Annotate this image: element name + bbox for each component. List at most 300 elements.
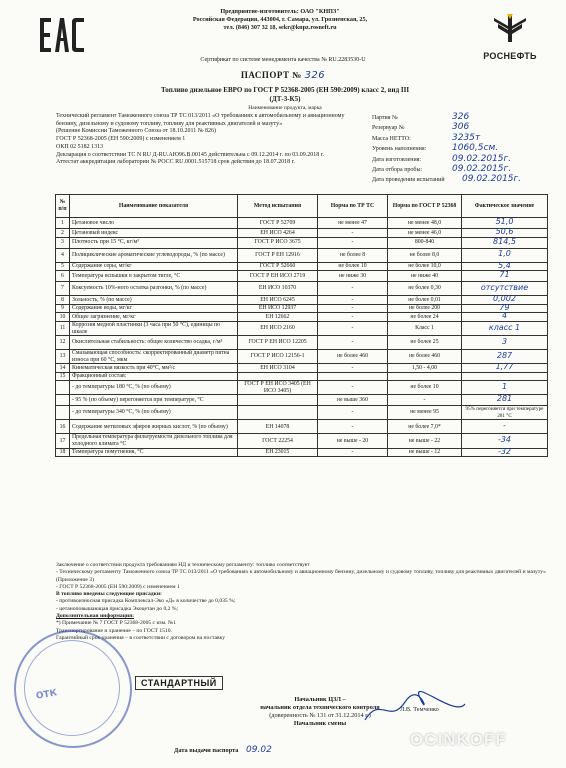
row-method <box>238 218 318 229</box>
row-parameter-text: - до температуры 180 °С, % (по объему) <box>72 384 171 391</box>
row-parameter <box>70 395 238 406</box>
row-gost-norm <box>388 380 462 394</box>
row-method <box>238 350 318 364</box>
row-trts-norm-text: не выше 360 <box>337 396 368 403</box>
row-trts-norm-text: - <box>351 285 354 292</box>
row-actual-value <box>462 271 548 282</box>
row-actual-value-text: отсутствие <box>480 282 529 292</box>
row-trts-norm <box>318 406 388 420</box>
row-trts-norm <box>318 229 388 238</box>
row-trts-norm-text: - <box>351 339 354 346</box>
table-row <box>56 448 548 457</box>
row-gost-norm <box>388 434 462 448</box>
conclusion: Заключение о соответствии продукта требованиям НД и техническому регламенту: топливо соответствует <box>56 562 310 568</box>
row-trts-norm-text: не более 10 <box>338 263 367 270</box>
table-row <box>56 218 548 229</box>
row-gost-norm-text: не менее 48,0 <box>407 219 442 226</box>
batch-field: Уровень наполнения: 1060,5см. <box>372 143 499 154</box>
row-trts-norm <box>318 262 388 271</box>
row-parameter <box>70 406 238 420</box>
row-actual-value-text: 4 <box>501 311 508 321</box>
row-number-text: 18 <box>59 449 66 455</box>
row-trts-norm <box>318 372 388 380</box>
otk-stamp-inner <box>24 640 120 736</box>
sign-line: начальник отдела технического контроля <box>260 704 380 711</box>
sign-line: (доверенность № 131 от 31.12.2014 г.) <box>269 712 371 719</box>
row-trts-norm <box>318 380 388 394</box>
eac-mark-icon <box>40 16 84 56</box>
row-gost-norm <box>388 248 462 262</box>
row-method <box>238 248 318 262</box>
row-number-text: 11 <box>59 325 66 332</box>
row-parameter-text: Коксуемость 10%-ного остатка разгонки, % (по массе) <box>72 285 207 292</box>
row-trts-norm-text: - <box>351 313 354 320</box>
row-actual-value-text: 3 <box>501 336 508 346</box>
row-actual-value <box>462 395 548 406</box>
row-parameter-text: Цетановый индекс <box>72 229 119 236</box>
row-parameter <box>70 237 238 248</box>
row-trts-norm <box>318 395 388 406</box>
row-actual-value-text: 281 <box>496 394 513 404</box>
row-parameter-text: Зольность, % (по массе) <box>72 296 132 303</box>
row-parameter <box>70 364 238 373</box>
row-parameter-text: Содержание воды, мг/кг <box>72 305 132 312</box>
table-row <box>56 380 548 394</box>
col-header: Норма по ТР ТС <box>318 195 388 218</box>
row-method <box>238 380 318 394</box>
row-parameter-text: Содержание серы, мг/кг <box>72 263 132 270</box>
rosneft-logo-text: РОСНЕФТЬ <box>483 51 537 61</box>
row-gost-norm <box>388 304 462 313</box>
table-row <box>56 271 548 282</box>
row-trts-norm <box>318 304 388 313</box>
row-method <box>238 237 318 248</box>
row-gost-norm-text: 1,50 - 4,00 <box>411 364 438 371</box>
row-actual-value-text: - <box>503 421 506 431</box>
row-actual-value <box>462 380 548 394</box>
row-method-text: ЕН ИСО 4264 <box>260 229 295 236</box>
additive-item: - противоизносная присадка Комплексал-Эко «Д» в количестве до 0,035 %; <box>56 598 236 605</box>
table-row <box>56 336 548 350</box>
issue-date-value: 09.02 <box>246 745 272 755</box>
row-method <box>238 282 318 296</box>
row-number <box>56 229 70 238</box>
rosneft-logo-icon <box>490 14 530 44</box>
row-trts-norm-text: - <box>351 305 354 312</box>
row-method <box>238 321 318 335</box>
row-parameter <box>70 296 238 305</box>
row-parameter-text: Коррозия медной пластинки (3 часа при 50 °С), единицы по шкале <box>72 321 221 335</box>
row-actual-value <box>462 229 548 238</box>
info-line: Декларация о соответствии ТС N RU Д-RU.АЮ96.В.00145 действительна с 09.12.2014 г. по 03.09.2018 г. <box>56 151 324 158</box>
row-gost-norm-text: не более 10,0 <box>408 263 441 270</box>
row-actual-value <box>462 364 548 373</box>
row-gost-norm-text: не более 8,0 <box>409 251 440 258</box>
row-number <box>56 237 70 248</box>
conclusion-item: - Техническому регламенту Таможенного союза ТР ТС 013/2011 «О требованиях к автомобильному и авиационному бензину, дизельному и судовому топливу, топливу для реактивных двигателей и мазуту» (Приложение 3) <box>56 569 546 583</box>
table-row <box>56 434 548 448</box>
row-trts-norm <box>318 313 388 322</box>
row-parameter <box>70 271 238 282</box>
row-number-text: 6 <box>61 272 64 279</box>
row-trts-norm-text: - <box>351 229 354 236</box>
row-method-text: ГОСТ Р ЕН ИСО 12205 <box>248 339 307 346</box>
row-number-text: 14 <box>59 364 66 371</box>
row-method <box>238 406 318 420</box>
table-row <box>56 262 548 271</box>
row-gost-norm-text: не более 10 <box>410 384 439 391</box>
info-line: Аттестат аккредитации лаборатории № РОСС RU.0001.515718 срок действия до 18.07.2018 г. <box>56 159 295 166</box>
batch-field: Масса НЕТТО: 3235т <box>372 132 481 143</box>
quality-certificate: Сертификат по системе менеджмента качества № RU.2283530-U <box>200 57 366 63</box>
table-row <box>56 321 548 335</box>
info-line: ГОСТ Р 52368-2005 (ЕН 590:2009) с изменением 1 <box>56 136 186 143</box>
table-row <box>56 237 548 248</box>
extra-item: *) Примечание № 7 ГОСТ Р 52368-2005 с изм. №1 <box>56 620 177 627</box>
info-line: (Решение Комиссии Таможенного Союза от 18.10.2011 № 826) <box>56 128 216 135</box>
row-gost-norm <box>388 271 462 282</box>
row-parameter <box>70 321 238 335</box>
col-header: Метод испытания <box>238 195 318 218</box>
row-gost-norm <box>388 372 462 380</box>
row-actual-value-text: 1,77 <box>495 362 514 372</box>
row-number <box>56 321 70 335</box>
regulatory-info <box>56 113 346 167</box>
sign-line: Начальник ЦЗЛ – <box>294 696 346 703</box>
watermark: OCINKOFF <box>410 730 507 749</box>
row-parameter-text: - 95 % (по объему) перегоняется при температуре, °С <box>72 396 204 403</box>
row-parameter-text: Содержание метиловых эфиров жирных кислот, % (по объему) <box>72 423 228 430</box>
row-parameter-text: Окислительная стабильность: общее количество осадка, г/м³ <box>72 339 223 346</box>
row-parameter-text: Плотность при 15 °С, кг/м³ <box>72 239 139 246</box>
row-number <box>56 296 70 305</box>
sign-line: Начальник смены <box>293 720 347 727</box>
row-trts-norm <box>318 420 388 434</box>
row-method-text: ЕН ИСО 2160 <box>260 325 295 332</box>
row-actual-value <box>462 262 548 271</box>
row-method <box>238 448 318 457</box>
row-actual-value <box>462 321 548 335</box>
row-number-text: 10 <box>59 313 66 320</box>
row-parameter <box>70 304 238 313</box>
row-trts-norm-text: - <box>351 423 354 430</box>
row-actual-value <box>462 448 548 457</box>
batch-field: Дата проведения испытаний 09.02.2015г. <box>372 174 522 185</box>
row-number-text: 7 <box>61 285 64 292</box>
additive-item: - цетаноповышающая присадка Экоцетан до 0,2 %; <box>56 605 179 612</box>
row-gost-norm-text: не более 25 <box>410 339 439 346</box>
row-number-text: 17 <box>59 437 66 444</box>
row-number <box>56 262 70 271</box>
table-row <box>56 282 548 296</box>
row-gost-norm <box>388 237 462 248</box>
row-method-text: ЕН ИСО 6245 <box>260 296 295 303</box>
row-trts-norm <box>318 248 388 262</box>
row-gost-norm-text: не менее 46,0 <box>407 229 442 236</box>
row-gost-norm <box>388 406 462 420</box>
row-number <box>56 364 70 373</box>
row-number <box>56 313 70 322</box>
row-parameter <box>70 372 238 380</box>
product-title <box>110 86 460 113</box>
row-number-text: 5 <box>61 263 64 270</box>
row-gost-norm <box>388 313 462 322</box>
row-trts-norm <box>318 282 388 296</box>
table-row <box>56 304 548 313</box>
test-results-table <box>55 194 548 457</box>
row-number <box>56 448 70 457</box>
row-parameter-text: - до температуры 340 °С, % (по объему) <box>72 409 171 416</box>
row-trts-norm <box>318 364 388 373</box>
issue-date <box>174 745 272 755</box>
row-actual-value-text: 1,0 <box>498 249 511 259</box>
batch-field: Дата изготовления: 09.02.2015г. <box>372 153 512 164</box>
row-trts-norm-text: не более 460 <box>336 353 369 360</box>
row-method <box>238 434 318 448</box>
standard-box: СТАНДАРТНЫЙ <box>135 676 223 690</box>
signature-icon <box>360 690 470 730</box>
row-parameter <box>70 434 238 448</box>
row-number-text: 2 <box>61 229 64 236</box>
row-method <box>238 296 318 305</box>
passport-heading <box>0 70 566 81</box>
row-method <box>238 229 318 238</box>
table-header-row <box>56 195 548 218</box>
row-actual-value-text: 1 <box>501 381 508 391</box>
table-row <box>56 406 548 420</box>
row-parameter-text: Общее загрязнение, мг/кг <box>72 313 136 320</box>
row-parameter-text: Предельная температура фильтруемости дизельного топлива для холодного климата °С <box>72 434 233 447</box>
table-row <box>56 313 548 322</box>
row-parameter <box>70 380 238 394</box>
row-gost-norm-text: не более 0,30 <box>408 285 441 292</box>
row-parameter <box>70 313 238 322</box>
row-method-text: ГОСТ Р 52709 <box>259 219 296 226</box>
row-parameter-text: Кинематическая вязкость при 40°С, мм²/с <box>72 364 176 371</box>
row-trts-norm-text: - <box>351 449 354 455</box>
passport-label: ПАСПОРТ № <box>240 70 302 80</box>
col-header: № п/п <box>56 195 70 218</box>
row-parameter <box>70 218 238 229</box>
table-row <box>56 395 548 406</box>
row-trts-norm <box>318 350 388 364</box>
product-code: (ДТ-3-К5) <box>269 95 301 103</box>
row-gost-norm <box>388 350 462 364</box>
row-gost-norm-text: не выше - 22 <box>408 437 441 444</box>
row-parameter <box>70 420 238 434</box>
row-gost-norm-text: не ниже 40 <box>410 272 439 279</box>
row-actual-value <box>462 336 548 350</box>
row-method-text: ГОСТ Р ЕН 12916 <box>255 251 300 258</box>
row-trts-norm-text: не менее 47 <box>338 219 367 226</box>
row-gost-norm <box>388 420 462 434</box>
row-method <box>238 271 318 282</box>
row-actual-value <box>462 313 548 322</box>
row-number <box>56 380 70 394</box>
row-number <box>56 372 70 380</box>
row-gost-norm <box>388 296 462 305</box>
manufacturer-contacts: тел. (846) 307 32 18, sekr@knpz.rosneft.ru <box>223 24 337 31</box>
row-method-text: ГОСТ Р 52660 <box>259 263 296 270</box>
table-row <box>56 372 548 380</box>
row-gost-norm-text: не более 24 <box>410 313 439 320</box>
row-parameter <box>70 229 238 238</box>
row-method-text: ЕН 23015 <box>265 449 290 455</box>
row-actual-value-text: 5,4 <box>498 260 511 270</box>
row-number-text: 4 <box>61 251 64 258</box>
row-method <box>238 395 318 406</box>
col-header: Норма по ГОСТ Р 52368 <box>388 195 462 218</box>
info-line: ОКП 02 5182 1313 <box>56 143 104 150</box>
row-gost-norm-text: не более 7,0* <box>408 423 441 430</box>
row-trts-norm-text: не выше - 20 <box>336 437 369 444</box>
row-parameter <box>70 336 238 350</box>
row-gost-norm <box>388 448 462 457</box>
row-trts-norm <box>318 336 388 350</box>
row-number-text: 13 <box>59 353 66 360</box>
notes-section <box>56 562 551 642</box>
row-gost-norm-text: не более 460 <box>408 353 441 360</box>
row-number-text: 16 <box>59 423 66 430</box>
batch-field: Дата отбора пробы: 09.02.2015г. <box>372 163 512 174</box>
table-row <box>56 350 548 364</box>
signer-name: Л.В. Темченко <box>400 706 439 713</box>
row-actual-value <box>462 237 548 248</box>
row-gost-norm-text: 800-840 <box>414 239 435 246</box>
row-trts-norm-text: - <box>351 239 354 246</box>
row-method-text: ГОСТ Р ЕН ИСО 2719 <box>249 272 306 279</box>
row-number-text: 1 <box>61 219 64 226</box>
row-number <box>56 282 70 296</box>
row-number-text: 12 <box>59 339 66 346</box>
row-trts-norm-text: не ниже 30 <box>338 272 367 279</box>
row-method-text: ГОСТ 22254 <box>262 437 293 444</box>
row-number <box>56 218 70 229</box>
row-gost-norm <box>388 282 462 296</box>
row-method-text: ЕН ИСО 12937 <box>258 305 297 312</box>
row-trts-norm-text: не более 8 <box>339 251 366 258</box>
extra-item: Транспортирование и хранение – по ГОСТ 1510. <box>56 627 172 634</box>
signature-block <box>170 696 470 728</box>
row-actual-value-text: 79 <box>499 302 510 312</box>
row-trts-norm <box>318 434 388 448</box>
row-trts-norm <box>318 296 388 305</box>
row-trts-norm-text: - <box>351 364 354 371</box>
row-method-text: ЕН 14078 <box>265 423 290 430</box>
row-number-text: 15 <box>59 373 66 380</box>
row-number-text: 3 <box>61 239 64 246</box>
row-actual-value <box>462 406 548 420</box>
row-trts-norm <box>318 237 388 248</box>
product-caption: Наименование продукта, марка <box>248 105 322 111</box>
row-actual-value-text: 0,002 <box>493 294 516 304</box>
table-row <box>56 248 548 262</box>
row-gost-norm-text: - <box>423 396 426 403</box>
passport-number: 326 <box>304 70 326 81</box>
row-method-text: ГОСТ Р ИСО 3675 <box>254 239 301 246</box>
row-trts-norm <box>318 448 388 457</box>
row-gost-norm <box>388 229 462 238</box>
row-method <box>238 372 318 380</box>
row-actual-value-text: 287 <box>496 350 513 360</box>
row-actual-value-text: -32 <box>497 446 512 456</box>
manufacturer-header <box>130 8 430 32</box>
row-parameter <box>70 262 238 271</box>
row-gost-norm-text: не менее 95 <box>410 409 439 416</box>
row-parameter-text: Температура вспышки в закрытом тигле, °С <box>72 272 181 279</box>
row-actual-value <box>462 372 548 380</box>
row-number <box>56 304 70 313</box>
row-gost-norm <box>388 218 462 229</box>
row-parameter-text: Полициклические ароматические углеводороды, % (по массе) <box>72 251 225 258</box>
row-actual-value-text: 71 <box>499 270 510 280</box>
additives-title: В топливо введены следующие присадки: <box>56 591 162 598</box>
table-row <box>56 296 548 305</box>
otk-stamp-text: ОТК <box>35 688 58 702</box>
row-trts-norm <box>318 218 388 229</box>
row-method-text: ЕН ИСО 10370 <box>258 285 297 292</box>
batch-field: Резервуар № 306 <box>372 122 470 133</box>
row-gost-norm-text: не выше - 12 <box>408 449 441 455</box>
row-gost-norm <box>388 262 462 271</box>
row-number <box>56 336 70 350</box>
batch-fields <box>372 113 552 186</box>
row-trts-norm-text: - <box>351 325 354 332</box>
row-method <box>238 420 318 434</box>
row-method-text: ЕН ИСО 3104 <box>260 364 295 371</box>
issue-date-label: Дата выдачи паспорта <box>174 747 239 754</box>
row-number-text: 9 <box>61 305 64 312</box>
row-gost-norm-text: не более 200 <box>408 305 441 312</box>
row-number <box>56 420 70 434</box>
row-actual-value-text: 814,5 <box>493 236 516 246</box>
row-gost-norm <box>388 364 462 373</box>
row-parameter <box>70 248 238 262</box>
row-actual-value-text: класс 1 <box>488 322 521 332</box>
table-row <box>56 364 548 373</box>
row-number-text: 8 <box>61 296 64 303</box>
manufacturer-address: Российская Федерация, 443004, г. Самара, ул. Грозненская, 25, <box>192 16 368 23</box>
table-row <box>56 420 548 434</box>
row-trts-norm-text: - <box>351 296 354 303</box>
manufacturer-name: Предприятие-изготовитель: ОАО "КНПЗ" <box>220 8 340 15</box>
row-number <box>56 406 70 420</box>
extra-item: Гарантийный срок хранения – в соответствии с договором на поставку <box>56 634 226 641</box>
batch-field: Партия № 326 <box>372 112 470 122</box>
row-method-text: ЕН 12662 <box>265 313 290 320</box>
row-method <box>238 262 318 271</box>
rosneft-logo <box>470 14 550 61</box>
conclusion-item: - ГОСТ Р 52368-2005 (ЕН 590:2009) с изменением 1 <box>56 583 180 590</box>
row-actual-value <box>462 420 548 434</box>
row-number <box>56 434 70 448</box>
row-number <box>56 271 70 282</box>
row-gost-norm <box>388 336 462 350</box>
row-gost-norm <box>388 395 462 406</box>
product-name: Топливо дизельное ЕВРО по ГОСТ Р 52368-2005 (ЕН 590:2009) класс 2, вид III <box>160 86 410 94</box>
row-method <box>238 313 318 322</box>
table-row <box>56 229 548 238</box>
row-method <box>238 336 318 350</box>
extra-title: Дополнительная информация: <box>56 613 134 620</box>
row-gost-norm <box>388 321 462 335</box>
row-parameter <box>70 448 238 457</box>
info-line: Технический регламент Таможенного союза ТР ТС 013/2011 «О требованиях к автомобильному и авиационному бензину, дизельному и судовому топливу, топливу для реактивных двигателей и мазуту» <box>56 113 345 127</box>
row-actual-value-text: -34 <box>497 435 512 445</box>
row-actual-value-text: 95% перегоняется при температуре 281 °С <box>465 406 544 419</box>
row-trts-norm-text: - <box>351 409 354 416</box>
row-actual-value-text: 50,6 <box>495 227 514 236</box>
